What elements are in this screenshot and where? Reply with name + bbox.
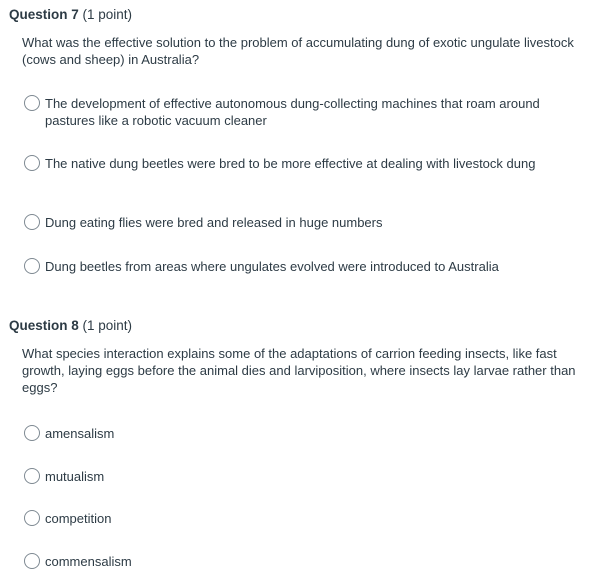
answer-option-1[interactable] — [24, 95, 584, 129]
radio-button[interactable] — [24, 510, 40, 526]
question-text: What species interaction explains some of the adaptations of carrion feeding insects, like fast growth, laying eggs before the animal dies and larviposition, where insects lay larvae rather than eggs? — [22, 346, 576, 395]
question-title: Question 8 — [9, 318, 79, 333]
answer-option-4[interactable] — [24, 553, 584, 570]
radio-button[interactable] — [24, 155, 40, 171]
answer-label[interactable]: competition — [45, 511, 112, 526]
radio-button[interactable] — [24, 95, 40, 111]
answer-label[interactable]: Dung beetles from areas where ungulates evolved were introduced to Australia — [45, 259, 499, 274]
radio-button[interactable] — [24, 214, 40, 230]
answer-option-2[interactable] — [24, 155, 584, 172]
answer-option-1[interactable] — [24, 425, 584, 442]
radio-button[interactable] — [24, 468, 40, 484]
answer-label[interactable]: mutualism — [45, 469, 105, 484]
answer-label[interactable]: The native dung beetles were bred to be more effective at dealing with livestock dung — [45, 156, 536, 171]
radio-button[interactable] — [24, 553, 40, 569]
answer-option-2[interactable] — [24, 468, 584, 485]
question-points: (1 point) — [82, 318, 133, 333]
answer-option-3[interactable] — [24, 510, 584, 527]
answer-label[interactable]: commensalism — [45, 554, 132, 569]
question-title: Question 7 — [9, 7, 79, 22]
radio-button[interactable] — [24, 258, 40, 274]
answer-label[interactable]: amensalism — [45, 426, 115, 441]
question-points: (1 point) — [82, 7, 133, 22]
radio-button[interactable] — [24, 425, 40, 441]
answer-label[interactable]: Dung eating flies were bred and released in huge numbers — [45, 215, 383, 230]
question-text: What was the effective solution to the problem of accumulating dung of exotic ungulate livestock (cows and sheep) in Australia? — [22, 35, 574, 67]
question-header — [9, 317, 132, 335]
answer-label[interactable]: The development of effective autonomous dung-collecting machines that roam around pastures like a robotic vacuum cleaner — [45, 96, 540, 128]
answer-option-4[interactable] — [24, 258, 584, 275]
answer-option-3[interactable] — [24, 214, 584, 231]
question-header — [9, 6, 132, 24]
